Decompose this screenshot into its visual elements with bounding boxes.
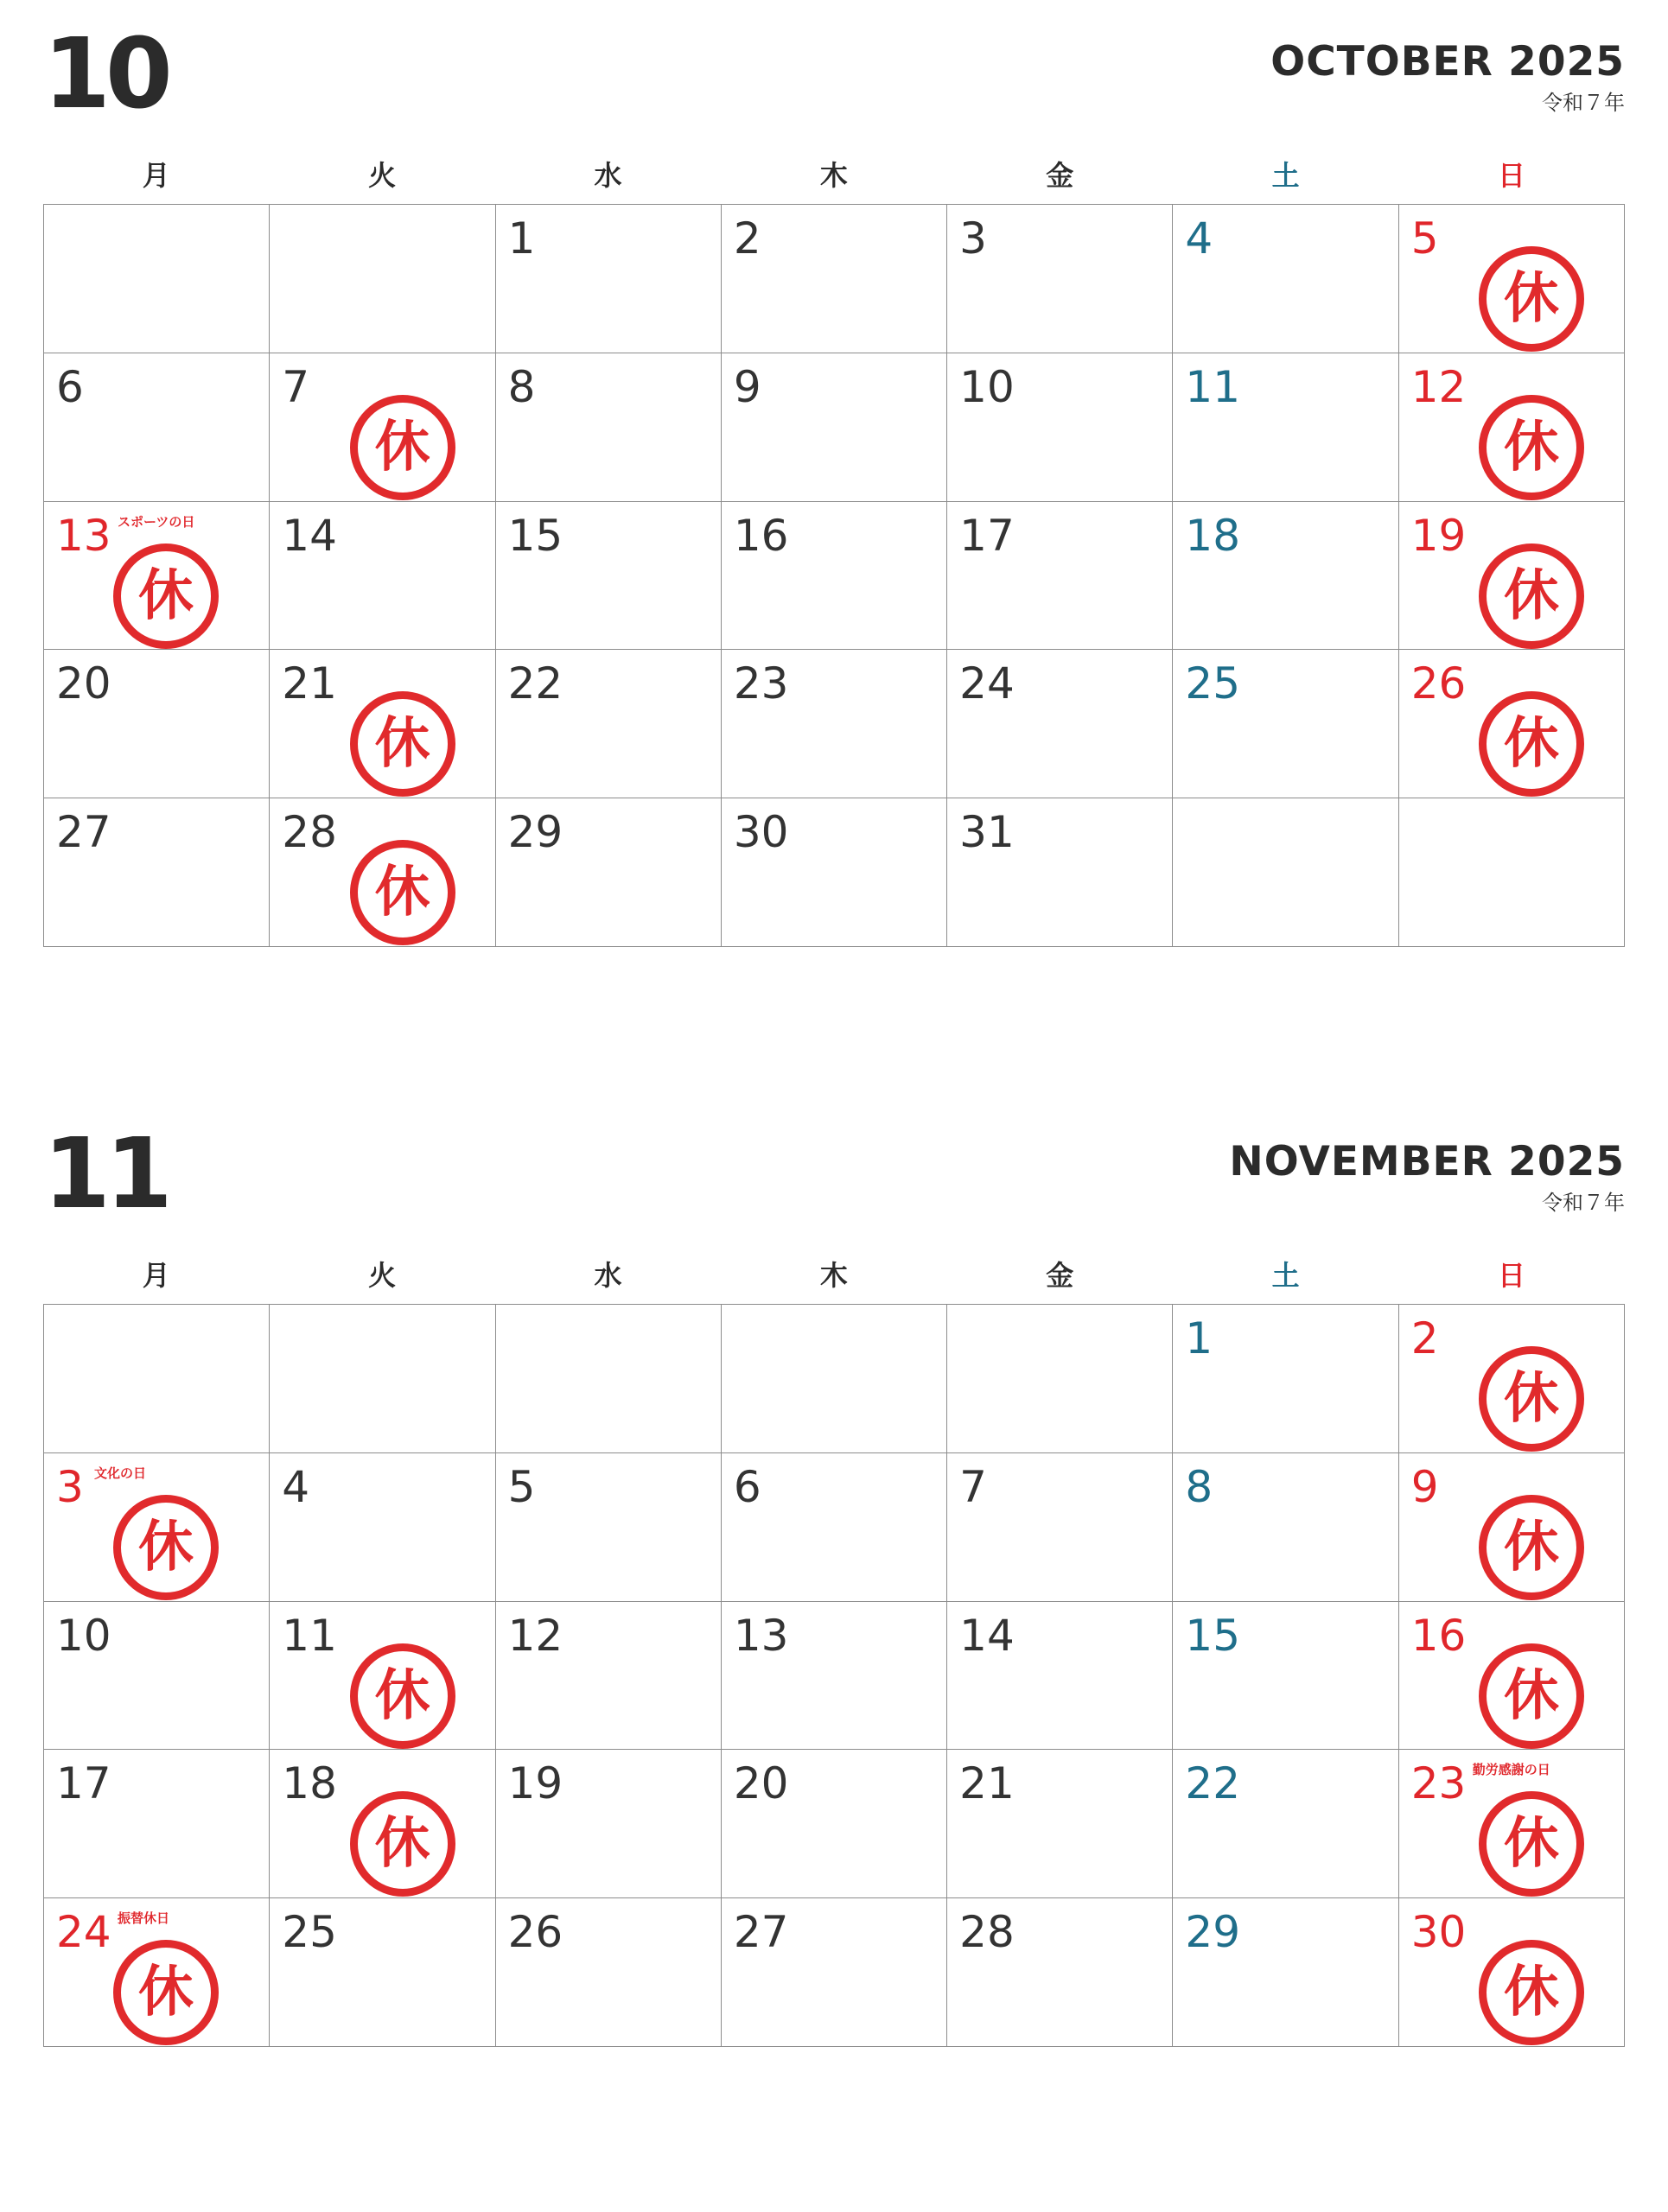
closed-day-stamp: 休 [350,1791,455,1897]
day-number: 12 [1410,361,1467,412]
day-number: 3 [56,1461,84,1512]
holiday-name: 振替休日 [118,1910,170,1927]
day-cell [1173,205,1398,353]
day-number: 27 [733,1907,789,1958]
weekday-header-row [43,1258,1625,1293]
day-cell [1173,1453,1398,1602]
closed-day-stamp: 休 [1479,1791,1584,1897]
closed-day-stamp: 休 [1479,543,1584,649]
day-number: 6 [733,1461,761,1512]
day-cell [722,502,947,651]
day-cell [947,1750,1173,1898]
day-cell [1173,1898,1398,2047]
day-number: 15 [507,510,563,561]
day-number: 23 [1410,1758,1467,1809]
day-cell [496,1750,722,1898]
day-cell [947,353,1173,502]
day-cell [947,650,1173,798]
day-cell [496,205,722,353]
day-number: 19 [1410,510,1467,561]
day-number: 27 [56,807,111,858]
closed-day-stamp: 休 [113,1495,219,1600]
day-cell [1173,650,1398,798]
day-number: 28 [282,807,337,858]
day-number: 31 [959,807,1015,858]
day-cell [44,1898,270,2047]
day-number: 19 [507,1758,563,1809]
day-number: 9 [1410,1461,1439,1512]
day-cell [1173,1305,1398,1453]
day-number: 10 [56,1610,111,1661]
weekday-header-row [43,158,1625,193]
month-era: 令和７年 [1542,1191,1625,1215]
day-cell [496,1898,722,2047]
day-number: 22 [507,658,563,709]
day-number: 29 [1185,1907,1241,1958]
weekday-header: 土 [1271,159,1300,192]
day-number: 26 [1410,658,1467,709]
day-cell [1399,1750,1625,1898]
day-cell [1399,1898,1625,2047]
day-cell [270,798,495,947]
holiday-name: 文化の日 [94,1465,147,1481]
day-cell [496,798,722,947]
weekday-header: 金 [1046,159,1074,192]
day-number: 18 [1185,510,1241,561]
day-cell [44,1453,270,1602]
month-era: 令和７年 [1542,91,1625,115]
day-cell [947,798,1173,947]
day-number: 17 [959,510,1015,561]
empty-day-cell [44,205,270,353]
day-number: 10 [959,361,1015,412]
closed-day-stamp: 休 [1479,1643,1584,1749]
day-cell [44,1602,270,1751]
empty-day-cell [496,1305,722,1453]
day-number: 5 [1410,213,1439,264]
day-cell [270,502,495,651]
day-number: 20 [733,1758,789,1809]
day-number: 5 [507,1461,536,1512]
day-number: 29 [507,807,563,858]
day-cell [1399,1305,1625,1453]
day-number: 9 [733,361,761,412]
weekday-header: 水 [594,1259,622,1292]
day-cell [270,353,495,502]
day-number: 4 [282,1461,310,1512]
day-cell [496,1453,722,1602]
day-number: 1 [1185,1313,1213,1363]
weekday-header: 火 [368,1259,397,1292]
weekday-header: 火 [368,159,397,192]
calendar-grid [43,204,1625,947]
holiday-name: 勤労感謝の日 [1472,1762,1550,1778]
day-cell [496,502,722,651]
day-cell [1399,353,1625,502]
day-cell [722,1898,947,2047]
day-cell [496,1602,722,1751]
day-number: 18 [282,1758,337,1809]
day-cell [722,1602,947,1751]
day-cell [44,798,270,947]
day-number: 22 [1185,1758,1241,1809]
day-number: 11 [1185,361,1241,412]
day-cell [1399,1453,1625,1602]
day-cell [496,650,722,798]
day-number: 13 [56,510,111,561]
day-number: 12 [507,1610,563,1661]
closed-day-stamp: 休 [350,840,455,945]
day-cell [1173,353,1398,502]
day-cell [947,1898,1173,2047]
closed-day-stamp: 休 [113,543,219,649]
empty-day-cell [722,1305,947,1453]
day-cell [947,1453,1173,1602]
day-cell [270,1898,495,2047]
day-number: 17 [56,1758,111,1809]
day-number: 7 [282,361,310,412]
day-cell [1399,502,1625,651]
day-cell [1173,1602,1398,1751]
day-number: 21 [282,658,337,709]
month-november [43,1100,1625,2050]
day-number: 4 [1185,213,1213,264]
day-number: 2 [733,213,761,264]
day-cell [1399,1602,1625,1751]
weekday-header: 木 [819,159,848,192]
day-number: 28 [959,1907,1015,1958]
day-number: 1 [507,213,536,264]
closed-day-stamp: 休 [1479,1940,1584,2045]
day-number: 8 [507,361,536,412]
day-number: 25 [282,1907,337,1958]
day-cell [947,502,1173,651]
day-cell [44,502,270,651]
day-number: 24 [56,1907,111,1958]
weekday-header: 日 [1498,159,1526,192]
empty-day-cell [270,205,495,353]
weekday-header: 月 [142,1259,170,1292]
day-number: 14 [959,1610,1015,1661]
day-cell [722,205,947,353]
day-number: 15 [1185,1610,1241,1661]
day-cell [270,1453,495,1602]
weekday-header: 日 [1498,1259,1526,1292]
month-number: 11 [43,1118,168,1230]
month-number: 10 [43,18,168,130]
closed-day-stamp: 休 [1479,246,1584,352]
day-number: 26 [507,1907,563,1958]
day-number: 6 [56,361,84,412]
day-cell [1173,1750,1398,1898]
closed-day-stamp: 休 [1479,691,1584,797]
day-number: 30 [1410,1907,1467,1958]
empty-day-cell [270,1305,495,1453]
day-cell [722,650,947,798]
day-number: 25 [1185,658,1241,709]
day-cell [722,1453,947,1602]
day-number: 8 [1185,1461,1213,1512]
day-cell [270,650,495,798]
empty-day-cell [1173,798,1398,947]
closed-day-stamp: 休 [113,1940,219,2045]
day-number: 16 [733,510,789,561]
closed-day-stamp: 休 [1479,395,1584,500]
day-number: 11 [282,1610,337,1661]
day-number: 16 [1410,1610,1467,1661]
closed-day-stamp: 休 [350,1643,455,1749]
day-number: 24 [959,658,1015,709]
day-cell [947,205,1173,353]
month-name: OCTOBER 2025 [1270,38,1625,86]
calendar-grid [43,1304,1625,2047]
day-cell [496,353,722,502]
day-number: 14 [282,510,337,561]
day-number: 20 [56,658,111,709]
closed-day-stamp: 休 [1479,1495,1584,1600]
closed-day-stamp: 休 [1479,1346,1584,1452]
weekday-header: 金 [1046,1259,1074,1292]
day-number: 30 [733,807,789,858]
weekday-header: 水 [594,159,622,192]
closed-day-stamp: 休 [350,691,455,797]
day-cell [44,650,270,798]
empty-day-cell [1399,798,1625,947]
day-cell [722,1750,947,1898]
weekday-header: 土 [1271,1259,1300,1292]
weekday-header: 木 [819,1259,848,1292]
day-cell [270,1602,495,1751]
day-number: 7 [959,1461,987,1512]
day-cell [1399,205,1625,353]
day-cell [1399,650,1625,798]
day-cell [722,798,947,947]
day-cell [44,353,270,502]
month-name: NOVEMBER 2025 [1229,1138,1625,1185]
closed-day-stamp: 休 [350,395,455,500]
day-number: 2 [1410,1313,1439,1363]
empty-day-cell [947,1305,1173,1453]
day-cell [947,1602,1173,1751]
day-cell [722,353,947,502]
empty-day-cell [44,1305,270,1453]
weekday-header: 月 [142,159,170,192]
month-october [43,0,1625,950]
day-number: 21 [959,1758,1015,1809]
day-number: 3 [959,213,987,264]
day-number: 13 [733,1610,789,1661]
day-cell [44,1750,270,1898]
day-cell [270,1750,495,1898]
day-cell [1173,502,1398,651]
day-number: 23 [733,658,789,709]
holiday-name: スポーツの日 [118,513,195,530]
